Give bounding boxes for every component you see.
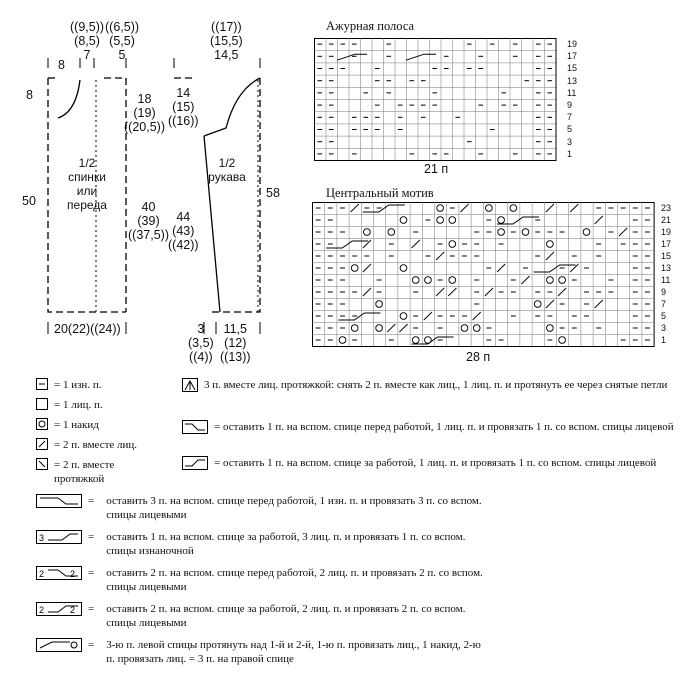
back-piece-label: 1/2 спинки или переда	[67, 156, 107, 212]
sleeve-cap-height: 14 (15) ((16))	[168, 86, 199, 128]
back-bottom-width: 20(22)((24))	[54, 322, 121, 336]
legend-cross-back: = оставить 1 п. на вспом. спице за работой, 1 лиц. п. и провязать 1 п. со вспом. спицы лицевой	[182, 456, 690, 470]
chart1-title: Ажурная полоса	[326, 19, 415, 33]
row-number: 13	[567, 75, 578, 86]
cable3-count-label: 3	[39, 533, 45, 543]
legend-cable3-front: = оставить 3 п. на вспом. спице перед работой, 1 изн. п. и провязать 3 п. со вспом. спицы лицевыми	[36, 494, 486, 522]
back-width-8: 8	[58, 58, 65, 72]
sleeve-bottom-left: 3 (3,5) ((4))	[188, 322, 214, 364]
cross-front-1-icon	[182, 420, 208, 434]
legend-knit: = 1 лиц. п.	[36, 398, 103, 412]
row-number: 15	[661, 251, 672, 261]
back-neck-depth: 8	[26, 88, 33, 102]
cable2-front-count-label: 2	[39, 569, 45, 579]
row-number: 1	[567, 148, 573, 159]
back-armhole-height: 18 (19) ((20,5))	[124, 92, 165, 134]
sleeve-total-height: 58	[266, 186, 280, 200]
chart1-grid	[314, 38, 564, 162]
row-number: 19	[661, 227, 672, 237]
row-number: 15	[567, 63, 578, 74]
sleeve-bottom-right: 11,5 (12) ((13))	[220, 322, 251, 364]
legend-pass3: = 3-ю п. левой спицы протянуть над 1-й и 2-й, 1-ю п. провязать лиц., 1 накид, 2-ю п. провязать лиц. = 3 п. на правой спице	[36, 638, 486, 666]
ssk-icon	[36, 458, 48, 470]
row-number: 19	[567, 39, 578, 49]
chart1-stitch-count: 21 п	[424, 162, 449, 176]
row-number: 13	[661, 263, 672, 273]
purl-symbol-icon	[36, 378, 48, 390]
legend-cdd: 3 п. вместе лиц. протяжкой: снять 2 п. вместе как лиц., 1 лиц. п. и протянуть ее через снятые петли	[182, 378, 684, 392]
row-number: 9	[661, 287, 667, 297]
cable2-back-count-label-right: 2	[70, 605, 76, 615]
back-total-height: 50	[22, 194, 36, 208]
row-number: 11	[661, 275, 671, 285]
cross-back-1-icon	[182, 456, 208, 470]
legend-cable2-front: 2 2 = оставить 2 п. на вспом. спице перед работой, 2 лиц. п. и провязать 2 п. со вспом. спицы лицевыми	[36, 566, 486, 594]
yarn-over-icon	[36, 418, 48, 430]
row-number: 11	[567, 87, 577, 98]
row-number: 23	[661, 203, 672, 213]
k2tog-icon	[36, 438, 48, 450]
back-width-7: ((9,5)) (8,5) 7	[70, 20, 105, 62]
back-width-5: ((6,5)) (5,5) 5	[105, 20, 140, 62]
chart2-stitch-count: 28 п	[466, 350, 491, 364]
legend-cable2-back: 2 2 = оставить 2 п. на вспом. спице за работой, 2 лиц. п. и провязать 2 п. со вспом. спицы лицевыми	[36, 602, 486, 630]
row-number: 17	[661, 239, 672, 249]
central-double-decrease-icon	[182, 378, 198, 392]
cable2-back-icon	[36, 602, 82, 616]
row-number: 1	[661, 335, 667, 345]
chart2-title: Центральный мотив	[326, 186, 434, 200]
row-number: 7	[567, 112, 573, 123]
row-number: 9	[567, 100, 573, 110]
row-number: 21	[661, 215, 672, 225]
cable2-back-count-label: 2	[39, 605, 45, 615]
cable3-back-icon	[36, 530, 82, 544]
chart2-grid	[312, 202, 658, 348]
row-number: 3	[567, 136, 573, 147]
cable3-front-icon	[36, 494, 82, 508]
legend-ssk: = 2 п. вместе протяжкой	[36, 458, 138, 486]
cable2-front-count-label-right: 2	[70, 569, 76, 579]
row-number: 3	[661, 323, 667, 333]
sleeve-side-height: 44 (43) ((42))	[168, 210, 199, 252]
back-side-height: 40 (39) ((37,5))	[128, 200, 169, 242]
legend-purl: = 1 изн. п.	[36, 378, 101, 392]
cable2-front-icon	[36, 566, 82, 580]
sleeve-piece-label: 1/2 рукава	[208, 156, 246, 184]
legend-cable3-back: 3 = оставить 1 п. на вспом. спице за работой, 3 лиц. п. и провязать 1 п. со вспом. спицы изнаночной	[36, 530, 486, 558]
legend-cross-front: = оставить 1 п. на вспом. спице перед работой, 1 лиц. п. и провязать 1 п. со вспом. спицы лицевой	[182, 420, 690, 434]
knit-symbol-icon	[36, 398, 48, 410]
row-number: 7	[661, 299, 667, 309]
sleeve-top-width: ((17)) (15,5) 14,5	[210, 20, 243, 62]
row-number: 17	[567, 51, 578, 62]
row-number: 5	[567, 124, 573, 135]
pass-over-3-icon	[36, 638, 82, 652]
row-number: 5	[661, 311, 667, 321]
legend-k2tog: = 2 п. вместе лиц.	[36, 438, 137, 452]
legend-yo: = 1 накид	[36, 418, 99, 432]
